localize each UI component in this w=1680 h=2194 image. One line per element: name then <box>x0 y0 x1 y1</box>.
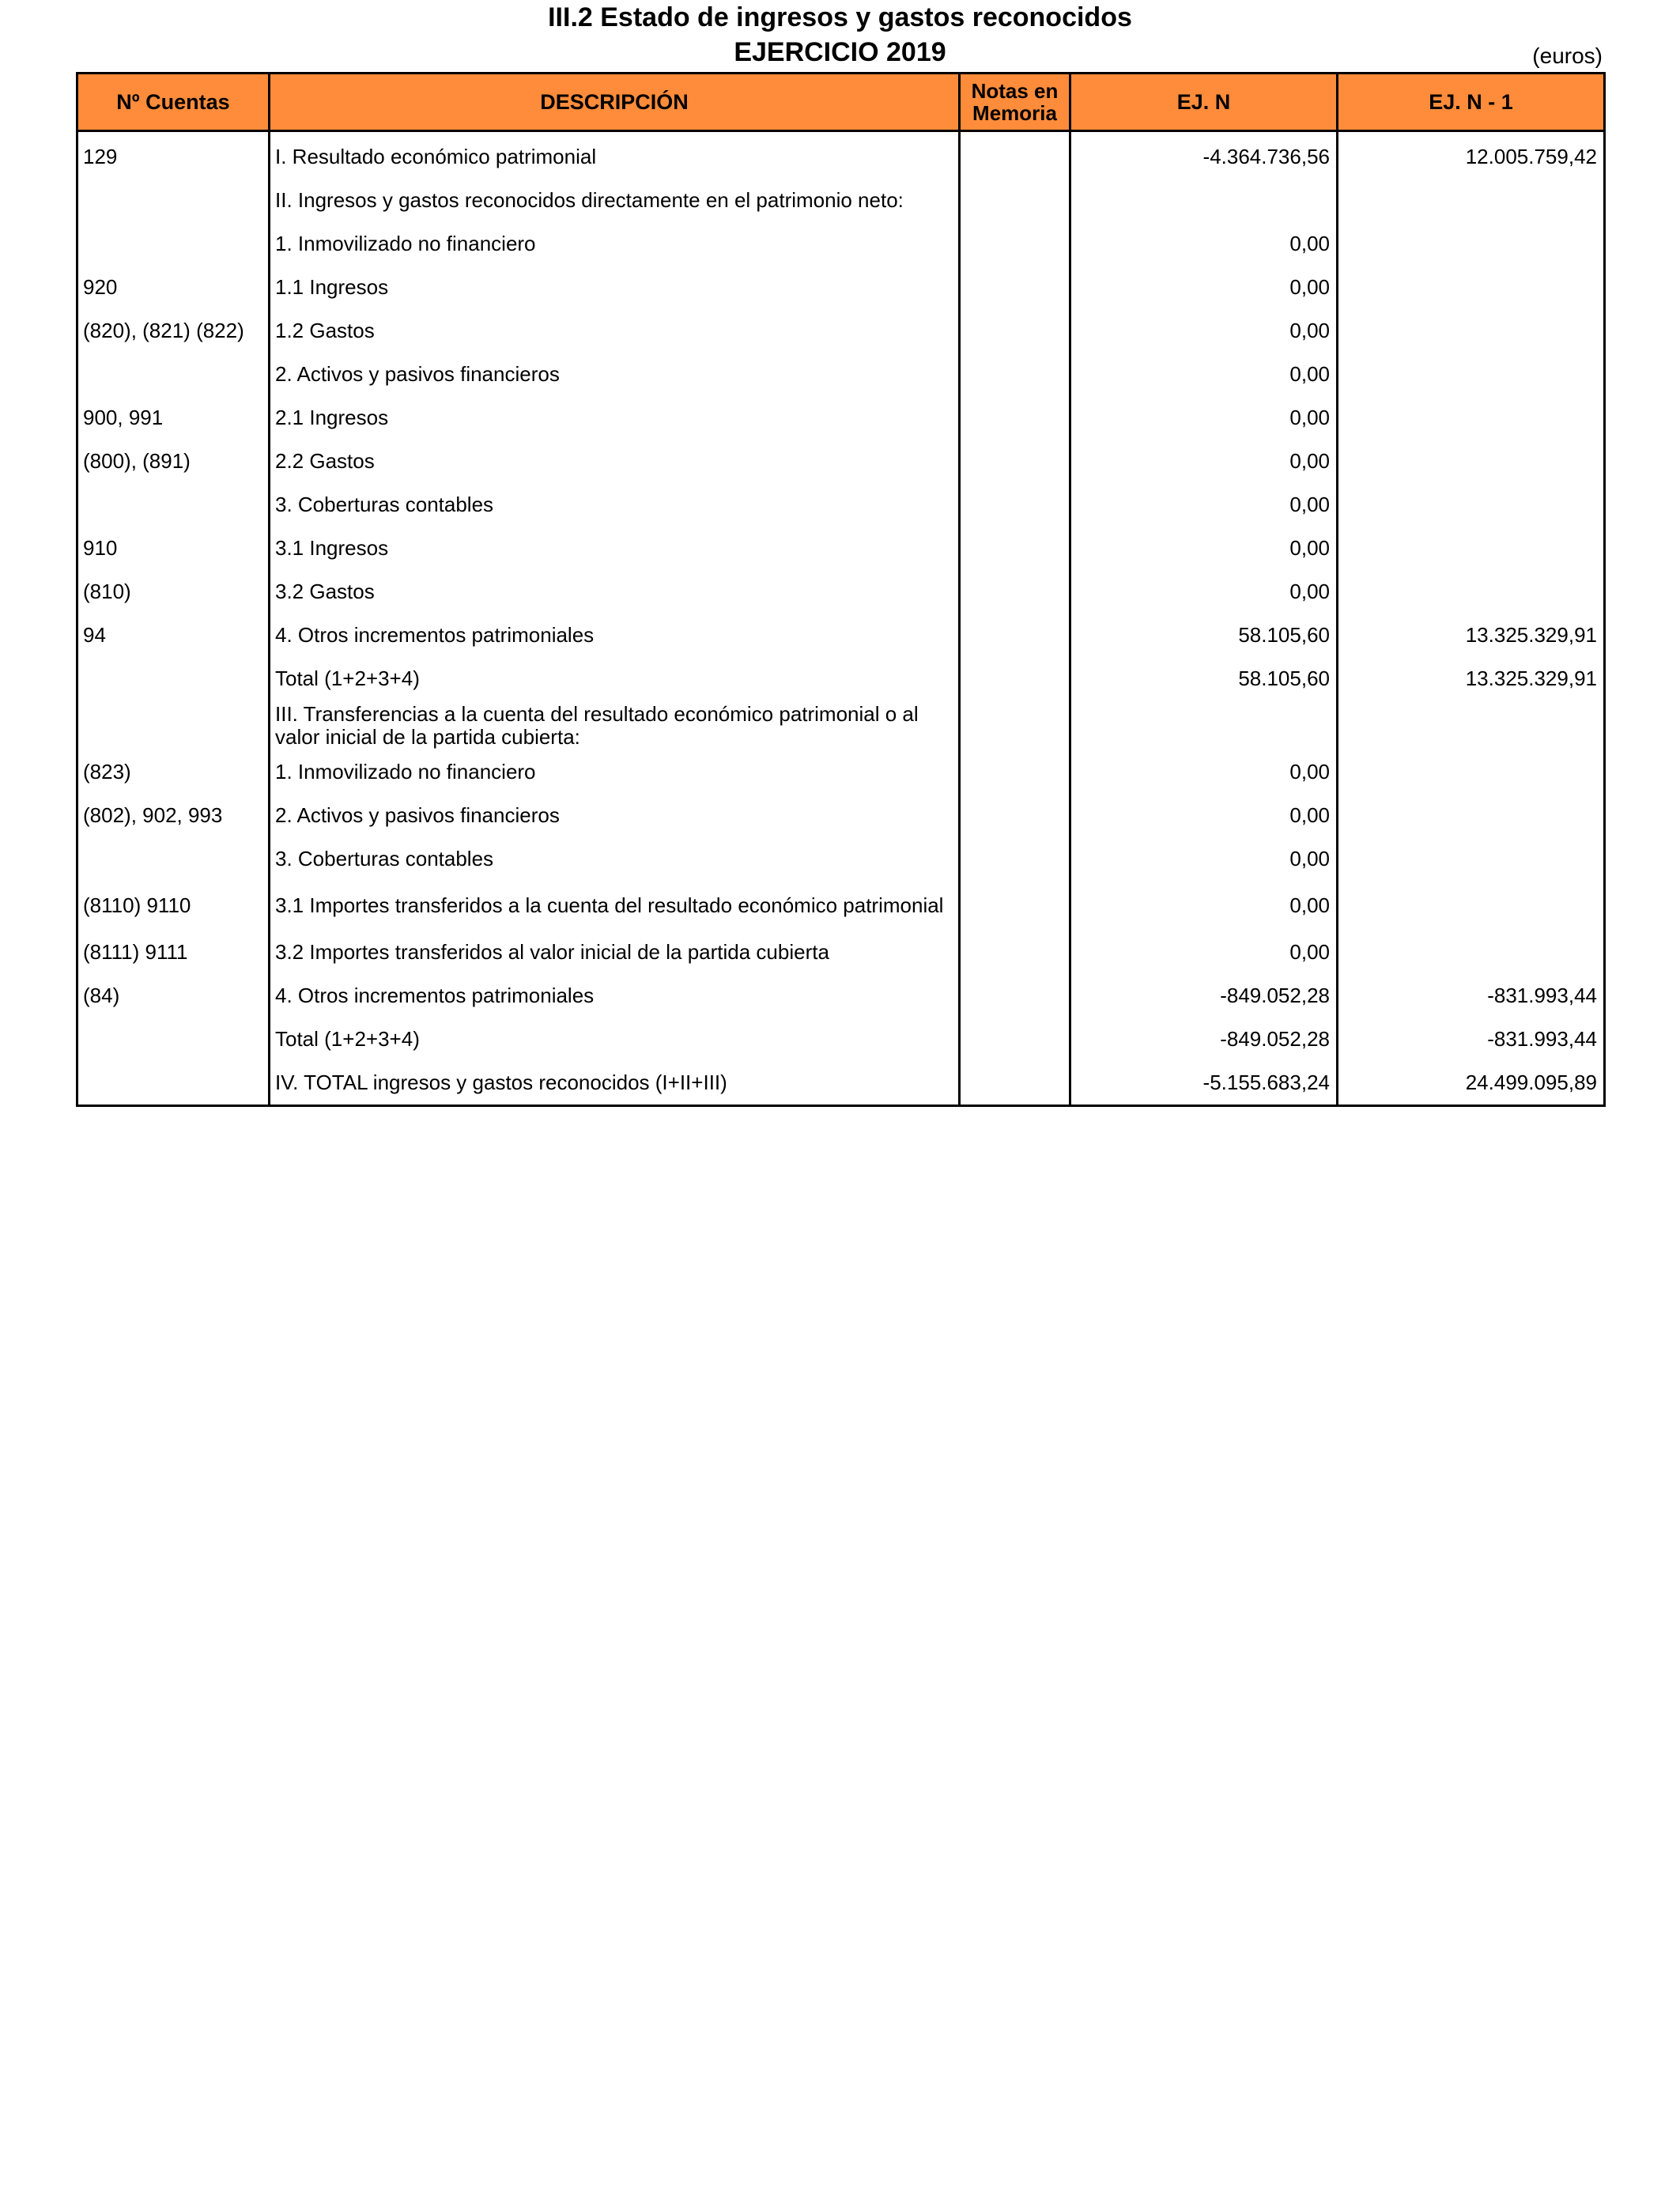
column-header-cuentas: Nº Cuentas <box>77 74 270 131</box>
cell-cuentas <box>77 1061 270 1106</box>
cell-descripcion: 2. Activos y pasivos financieros <box>270 794 960 837</box>
cell-notas <box>960 222 1070 266</box>
cell-ej-n-1 <box>1338 700 1605 750</box>
cell-notas <box>960 396 1070 440</box>
table-row <box>77 222 1605 266</box>
cell-cuentas <box>77 837 270 881</box>
cell-ej-n: -4.364.736,56 <box>1070 131 1338 179</box>
cell-ej-n: 0,00 <box>1070 266 1338 309</box>
cell-ej-n: -849.052,28 <box>1070 974 1338 1018</box>
table-row <box>77 1061 1605 1106</box>
cell-notas <box>960 353 1070 396</box>
cell-notas <box>960 570 1070 614</box>
report-title: III.2 Estado de ingresos y gastos reconocidos <box>548 2 1132 32</box>
cell-ej-n-1 <box>1338 794 1605 837</box>
table-row <box>77 794 1605 837</box>
table-row <box>77 881 1605 931</box>
cell-cuentas: 900, 991 <box>77 396 270 440</box>
cell-descripcion: 3. Coberturas contables <box>270 837 960 881</box>
column-header-ej-n-1: EJ. N - 1 <box>1338 74 1605 131</box>
cell-notas <box>960 266 1070 309</box>
cell-ej-n: 0,00 <box>1070 527 1338 570</box>
cell-cuentas <box>77 1018 270 1061</box>
cell-cuentas: (820), (821) (822) <box>77 309 270 353</box>
cell-cuentas <box>77 657 270 700</box>
cell-ej-n: 0,00 <box>1070 570 1338 614</box>
cell-cuentas: (810) <box>77 570 270 614</box>
cell-cuentas: (800), (891) <box>77 440 270 483</box>
cell-cuentas: (8110) 9110 <box>77 881 270 931</box>
cell-ej-n: 0,00 <box>1070 837 1338 881</box>
cell-descripcion: IV. TOTAL ingresos y gastos reconocidos (I+II+III) <box>270 1061 960 1106</box>
cell-cuentas: 129 <box>77 131 270 179</box>
cell-notas <box>960 483 1070 527</box>
cell-ej-n-1: -831.993,44 <box>1338 1018 1605 1061</box>
table-row <box>77 440 1605 483</box>
cell-descripcion: 2.2 Gastos <box>270 440 960 483</box>
cell-notas <box>960 700 1070 750</box>
table-body <box>77 131 1605 1106</box>
cell-ej-n-1: -831.993,44 <box>1338 974 1605 1018</box>
cell-ej-n: 0,00 <box>1070 353 1338 396</box>
cell-ej-n-1 <box>1338 179 1605 222</box>
cell-ej-n: 0,00 <box>1070 750 1338 794</box>
cell-notas <box>960 794 1070 837</box>
cell-ej-n-1: 13.325.329,91 <box>1338 657 1605 700</box>
cell-cuentas: (8111) 9111 <box>77 931 270 974</box>
cell-descripcion: 3.2 Importes transferidos al valor inicial de la partida cubierta <box>270 931 960 974</box>
cell-ej-n: -5.155.683,24 <box>1070 1061 1338 1106</box>
cell-notas <box>960 131 1070 179</box>
table-row <box>77 974 1605 1018</box>
cell-cuentas <box>77 700 270 750</box>
cell-descripcion: 4. Otros incrementos patrimoniales <box>270 974 960 1018</box>
cell-ej-n-1 <box>1338 570 1605 614</box>
cell-ej-n-1 <box>1338 222 1605 266</box>
table-header-row <box>77 74 1605 131</box>
cell-notas <box>960 881 1070 931</box>
cell-cuentas: (84) <box>77 974 270 1018</box>
cell-descripcion: 1. Inmovilizado no financiero <box>270 750 960 794</box>
cell-descripcion: 4. Otros incrementos patrimoniales <box>270 614 960 657</box>
cell-descripcion: 1.2 Gastos <box>270 309 960 353</box>
cell-descripcion: Total (1+2+3+4) <box>270 657 960 700</box>
cell-ej-n: 0,00 <box>1070 794 1338 837</box>
table-row <box>77 657 1605 700</box>
table-row <box>77 1018 1605 1061</box>
cell-cuentas: 94 <box>77 614 270 657</box>
cell-ej-n-1 <box>1338 309 1605 353</box>
cell-cuentas: 920 <box>77 266 270 309</box>
cell-ej-n-1 <box>1338 931 1605 974</box>
cell-descripcion: II. Ingresos y gastos reconocidos directamente en el patrimonio neto: <box>270 179 960 222</box>
cell-notas <box>960 974 1070 1018</box>
cell-descripcion: 3.1 Importes transferidos a la cuenta del resultado económico patrimonial <box>270 881 960 931</box>
cell-ej-n-1: 24.499.095,89 <box>1338 1061 1605 1106</box>
cell-descripcion: 3.2 Gastos <box>270 570 960 614</box>
table-row <box>77 700 1605 750</box>
table-row <box>77 179 1605 222</box>
cell-notas <box>960 837 1070 881</box>
cell-ej-n <box>1070 700 1338 750</box>
cell-descripcion: 2.1 Ingresos <box>270 396 960 440</box>
cell-descripcion: Total (1+2+3+4) <box>270 1018 960 1061</box>
cell-ej-n: 0,00 <box>1070 309 1338 353</box>
cell-notas <box>960 1061 1070 1106</box>
table-row <box>77 931 1605 974</box>
cell-notas <box>960 614 1070 657</box>
cell-ej-n-1 <box>1338 750 1605 794</box>
cell-notas <box>960 527 1070 570</box>
cell-ej-n-1 <box>1338 440 1605 483</box>
cell-ej-n-1: 12.005.759,42 <box>1338 131 1605 179</box>
cell-cuentas <box>77 179 270 222</box>
cell-notas <box>960 931 1070 974</box>
cell-notas <box>960 179 1070 222</box>
cell-notas <box>960 750 1070 794</box>
table-row <box>77 353 1605 396</box>
cell-ej-n-1 <box>1338 353 1605 396</box>
income-expense-table <box>76 72 1606 1107</box>
table-row <box>77 131 1605 179</box>
cell-descripcion: 3.1 Ingresos <box>270 527 960 570</box>
column-header-notas: Notas en Memoria <box>960 74 1070 131</box>
cell-notas <box>960 309 1070 353</box>
column-header-descripcion: DESCRIPCIÓN <box>270 74 960 131</box>
cell-notas <box>960 1018 1070 1061</box>
table-row <box>77 750 1605 794</box>
cell-ej-n: 0,00 <box>1070 881 1338 931</box>
table-row <box>77 483 1605 527</box>
table-row <box>77 570 1605 614</box>
cell-descripcion: I. Resultado económico patrimonial <box>270 131 960 179</box>
cell-ej-n: 58.105,60 <box>1070 657 1338 700</box>
cell-ej-n-1 <box>1338 837 1605 881</box>
cell-descripcion: 1. Inmovilizado no financiero <box>270 222 960 266</box>
cell-ej-n: 0,00 <box>1070 222 1338 266</box>
cell-cuentas: (802), 902, 993 <box>77 794 270 837</box>
units-label: (euros) <box>1532 43 1603 68</box>
cell-ej-n: 0,00 <box>1070 483 1338 527</box>
column-header-ej-n: EJ. N <box>1070 74 1338 131</box>
cell-ej-n-1 <box>1338 881 1605 931</box>
table-row <box>77 837 1605 881</box>
cell-ej-n-1: 13.325.329,91 <box>1338 614 1605 657</box>
cell-ej-n: -849.052,28 <box>1070 1018 1338 1061</box>
cell-descripcion: 2. Activos y pasivos financieros <box>270 353 960 396</box>
cell-cuentas: (823) <box>77 750 270 794</box>
cell-ej-n-1 <box>1338 527 1605 570</box>
table-row <box>77 614 1605 657</box>
cell-cuentas <box>77 353 270 396</box>
cell-descripcion: III. Transferencias a la cuenta del resultado económico patrimonial o al valor inicial de la partida cubierta: <box>270 700 960 750</box>
cell-ej-n: 58.105,60 <box>1070 614 1338 657</box>
cell-notas <box>960 440 1070 483</box>
cell-ej-n-1 <box>1338 266 1605 309</box>
cell-ej-n: 0,00 <box>1070 440 1338 483</box>
table-row <box>77 527 1605 570</box>
cell-ej-n-1 <box>1338 483 1605 527</box>
cell-ej-n: 0,00 <box>1070 396 1338 440</box>
cell-notas <box>960 657 1070 700</box>
cell-ej-n: 0,00 <box>1070 931 1338 974</box>
table-row <box>77 396 1605 440</box>
table-row <box>77 309 1605 353</box>
cell-cuentas <box>77 483 270 527</box>
cell-descripcion: 3. Coberturas contables <box>270 483 960 527</box>
cell-ej-n-1 <box>1338 396 1605 440</box>
cell-descripcion: 1.1 Ingresos <box>270 266 960 309</box>
table-row <box>77 266 1605 309</box>
report-subtitle: EJERCICIO 2019 <box>734 37 946 67</box>
cell-ej-n <box>1070 179 1338 222</box>
cell-cuentas <box>77 222 270 266</box>
cell-cuentas: 910 <box>77 527 270 570</box>
